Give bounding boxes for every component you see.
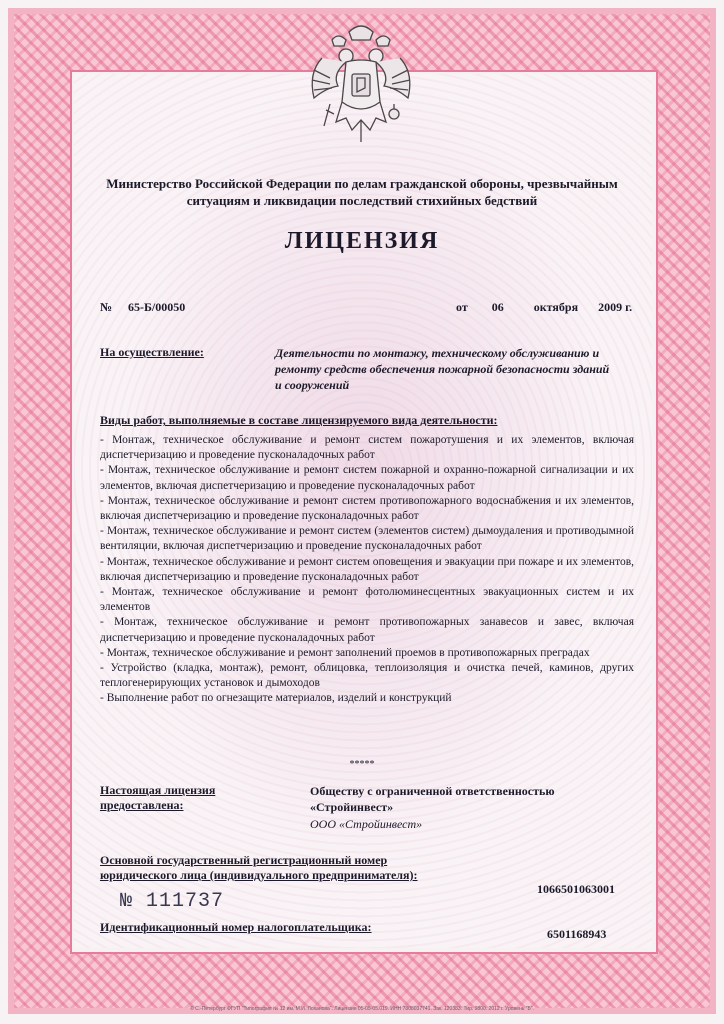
activity-value: Деятельности по монтажу, техническому обслуживанию и ремонту средств обеспечения пожарной безопасности зданий и сооружений bbox=[275, 346, 610, 392]
list-item: - Монтаж, техническое обслуживание и ремонт систем оповещения и эвакуации при пожаре и их элементов, включая диспетчеризацию и проведение пусконаладочных работ bbox=[100, 555, 634, 583]
coat-of-arms-icon bbox=[302, 18, 420, 146]
license-number-label: № bbox=[100, 300, 113, 314]
document-title: ЛИЦЕНЗИЯ bbox=[284, 228, 440, 254]
licensee-line1: Обществу с ограниченной ответственностью bbox=[310, 784, 555, 798]
list-item: - Монтаж, техническое обслуживание и ремонт заполнений проемов в противопожарных преградах bbox=[100, 646, 590, 659]
printer-imprint: © С.-Петербург ФГУП "Типография № 12 им. М.И. Лоханова". Лицензия 05-05-05.019. ИНН 7808037741. Зак. 120383. Тир. 9800. 2012 г. Уровень "Б". bbox=[190, 1006, 534, 1012]
works-list bbox=[100, 433, 634, 707]
ministry-name: Министерство Российской Федерации по делам гражданской обороны, чрезвычайным ситуациям и ликвидации последствий стихийных бедствий bbox=[106, 176, 618, 208]
serial-number: № 111737 bbox=[120, 890, 225, 913]
activity-label: На осуществление: bbox=[100, 345, 204, 359]
date-prefix: от bbox=[456, 300, 468, 314]
list-item: - Монтаж, техническое обслуживание и ремонт систем пожарной и охранно-пожарной сигнализации и их элементов, включая диспетчеризацию и проведение пусконаладочных работ bbox=[100, 464, 634, 492]
license-date bbox=[456, 300, 632, 315]
date-year: 2009 г. bbox=[598, 300, 633, 314]
inn-label: Идентификационный номер налогоплательщика: bbox=[100, 920, 372, 934]
list-item: - Монтаж, техническое обслуживание и ремонт противопожарных занавесов и завес, включая диспетчеризацию и проведение пусконаладочных работ bbox=[100, 616, 634, 644]
list-item: - Устройство (кладка, монтаж), ремонт, облицовка, теплоизоляция и очистка печей, каминов, других теплогенерирующих установок и дымоходов bbox=[100, 662, 634, 690]
licensee-name bbox=[310, 783, 555, 815]
granted-label: Настоящая лицензия предоставлена: bbox=[100, 783, 216, 812]
inn-value: 6501168943 bbox=[547, 927, 607, 941]
list-item: - Выполнение работ по огнезащите материалов, изделий и конструкций bbox=[100, 692, 452, 705]
list-item: - Монтаж, техническое обслуживание и ремонт фотолюминесцентных эвакуационных систем и их элементов bbox=[100, 586, 634, 614]
date-day: 06 bbox=[491, 300, 504, 314]
licensee-short-name: ООО «Стройинвест» bbox=[310, 817, 423, 831]
works-title: Виды работ, выполняемые в составе лицензируемого вида деятельности: bbox=[100, 413, 498, 427]
list-item: - Монтаж, техническое обслуживание и ремонт систем противопожарного водоснабжения и их элементов, включая диспетчеризацию и проведение пусконаладочных работ bbox=[100, 494, 634, 523]
license-number: 65-Б/00050 bbox=[128, 300, 186, 314]
ogrn-label: Основной государственный регистрационный номер юридического лица (индивидуального предпринимателя): bbox=[100, 853, 418, 882]
separator: ***** bbox=[349, 759, 375, 770]
licensee-line2: «Стройинвест» bbox=[310, 800, 394, 814]
list-item: - Монтаж, техническое обслуживание и ремонт систем пожаротушения и их элементов, включая диспетчеризацию и проведение пусконаладочных работ bbox=[100, 434, 634, 462]
date-month: октября bbox=[533, 300, 579, 314]
list-item: - Монтаж, техническое обслуживание и ремонт систем (элементов систем) дымоудаления и противодымной вентиляции, включая диспетчеризацию и проведение пусконаладочных работ bbox=[100, 525, 634, 553]
ogrn-value: 1066501063001 bbox=[537, 882, 615, 896]
